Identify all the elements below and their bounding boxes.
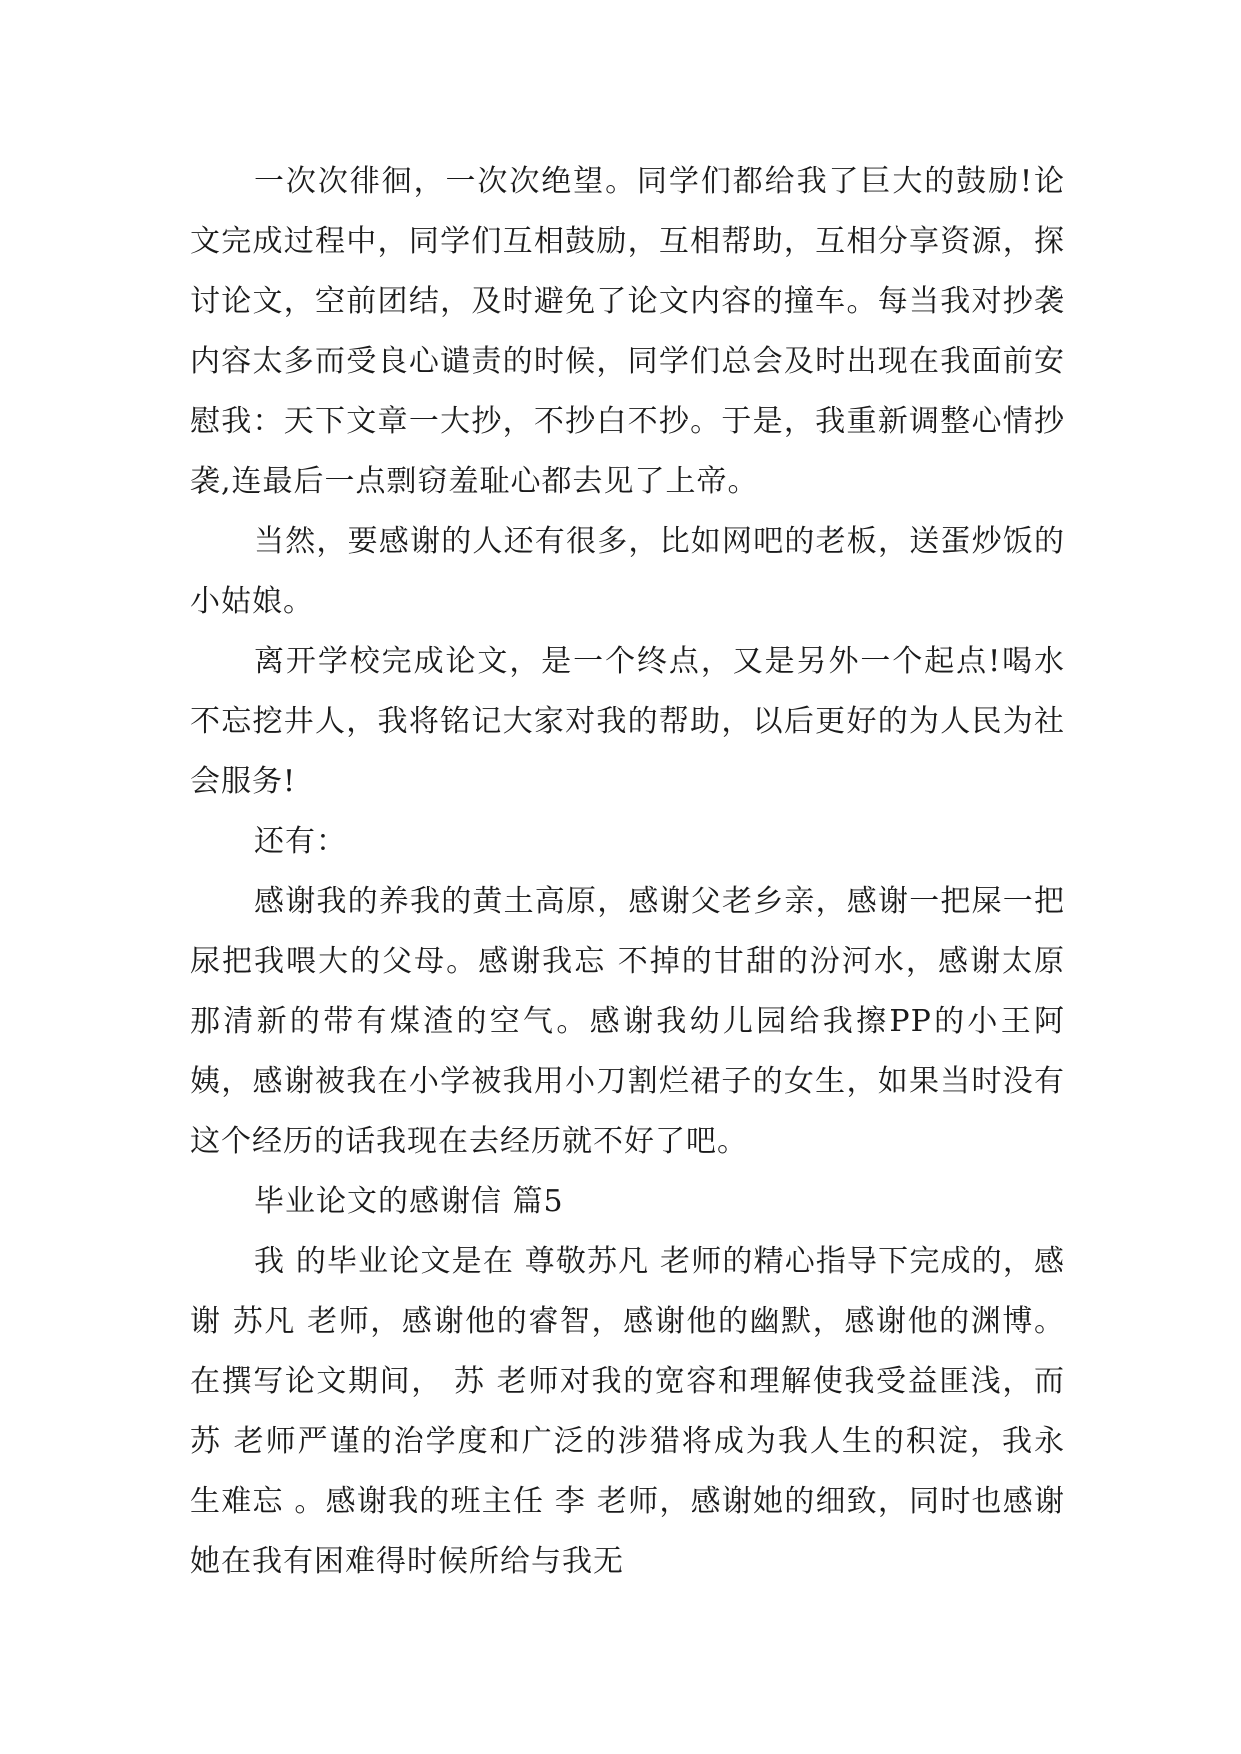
paragraph-thanks-others: 当然，要感谢的人还有很多，比如网吧的老板，送蛋炒饭的小姑娘。: [190, 524, 1065, 619]
paragraph-leaving-school: 离开学校完成论文，是一个终点，又是另外一个起点!喝水不忘挖井人，我将铭记大家对我的帮助，以后更好的为人民为社会服务!: [190, 644, 1065, 799]
document-body: [190, 152, 1065, 1592]
paragraph-classmates: 一次次徘徊，一次次绝望。同学们都给我了巨大的鼓励!论文完成过程中，同学们互相鼓励，互相帮助，互相分享资源，探讨论文，空前团结，及时避免了论文内容的撞车。每当我对抄袭内容太多而受良心谴责的时候，同学们总会及时出现在我面前安慰我：天下文章一大抄，不抄白不抄。于是，我重新调整心情抄袭,连最后一点剽窃羞耻心都去见了上帝。: [190, 164, 1065, 499]
paragraph-thanks-advisor: 我 的毕业论文是在 尊敬苏凡 老师的精心指导下完成的，感谢 苏凡 老师，感谢他的睿智，感谢他的幽默，感谢他的渊博。在撰写论文期间， 苏 老师对我的宽容和理解使我受益匪浅，而 苏 老师严谨的治学度和广泛的涉猎将成为我人生的积淀，我永生难忘 。感谢我的班主任 李 老师，感谢她的细致，同时也感谢她在我有困难得时候所给与我无: [190, 1244, 1065, 1579]
paragraph-thanks-hometown: 感谢我的养我的黄土高原，感谢父老乡亲，感谢一把屎一把尿把我喂大的父母。感谢我忘 不掉的甘甜的汾河水，感谢太原那清新的带有煤渣的空气。感谢我幼儿园给我擦PP的小王阿姨，感谢被我在小学被我用小刀割烂裙子的女生，如果当时没有这个经历的话我现在去经历就不好了吧。: [190, 884, 1065, 1159]
section-heading: 毕业论文的感谢信 篇5: [254, 1184, 564, 1219]
paragraph-also: 还有：: [254, 824, 347, 859]
